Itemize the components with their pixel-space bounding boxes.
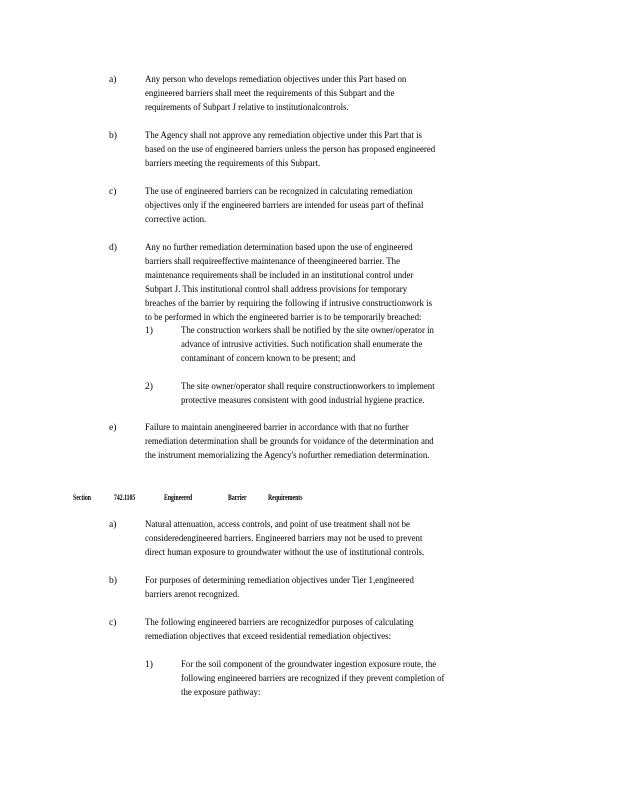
item2-a-line-1: Natural attenuation, access controls, and point of use treatment shall not be bbox=[145, 519, 410, 530]
item-e-label: e) bbox=[109, 422, 117, 433]
item2-b-line-1: For purposes of determining remediation objectives under Tier 1,engineered bbox=[145, 575, 414, 586]
item-b-label: b) bbox=[109, 130, 117, 141]
item2-c-line-1: The following engineered barriers are recognizedfor purposes of calculating bbox=[145, 617, 414, 628]
item-c-line-3: corrective action. bbox=[145, 214, 207, 225]
item2-b-label: b) bbox=[109, 575, 117, 586]
section-title-word-1: Engineered bbox=[164, 493, 193, 502]
item2-c-line-2: remediation objectives that exceed residential remediation objectives: bbox=[145, 631, 392, 642]
item-c-line-1: The use of engineered barriers can be recognized in calculating remediation bbox=[145, 186, 413, 197]
item2-c-label: c) bbox=[109, 617, 117, 628]
item-c-label: c) bbox=[109, 186, 117, 197]
section-label: Section bbox=[73, 493, 91, 502]
item-a-line-2: engineered barriers shall meet the requirements of this Subpart and the bbox=[145, 88, 395, 99]
section-title-word-3: Requirements bbox=[268, 493, 303, 502]
item-d1-line-1: The construction workers shall be notified by the site owner/operator in bbox=[181, 325, 434, 336]
item-b-line-3: barriers meeting the requirements of this Subpart. bbox=[145, 158, 321, 169]
item-a-label: a) bbox=[109, 74, 117, 85]
item-d-line-4: Subpart J. This institutional control shall address provisions for temporary bbox=[145, 284, 408, 295]
item2-c1-line-3: the exposure pathway: bbox=[181, 687, 261, 698]
item-e-line-3: the instrument memorializing the Agency's nofurther remediation determination. bbox=[145, 450, 430, 461]
item2-c1-line-2: following engineered barriers are recognized if they prevent completion of bbox=[181, 673, 445, 684]
item-d2-line-2: protective measures consistent with good industrial hygiene practice. bbox=[181, 395, 425, 406]
item2-c1-line-1: For the soil component of the groundwater ingestion exposure route, the bbox=[181, 659, 437, 670]
item2-c1-label: 1) bbox=[145, 659, 153, 670]
item-b-line-1: The Agency shall not approve any remediation objective under this Part that is bbox=[145, 130, 422, 141]
section-number: 742.1105 bbox=[114, 493, 136, 502]
item-d2-label: 2) bbox=[145, 381, 153, 392]
item-d-line-2: barriers shall requireeffective maintenance of theengineered barrier. The bbox=[145, 256, 401, 267]
item-c-line-2: objectives only if the engineered barriers are intended for useas part of thefinal bbox=[145, 200, 424, 211]
item-d-line-6: to be performed in which the engineered barrier is to be temporarily breached: bbox=[145, 312, 422, 323]
section-title-word-2: Barrier bbox=[228, 493, 247, 502]
item-a-line-3: requirements of Subpart J relative to institutionalcontrols. bbox=[145, 102, 349, 113]
item2-a-label: a) bbox=[109, 519, 117, 530]
item-e-line-2: remediation determination shall be grounds for voidance of the determination and bbox=[145, 436, 434, 447]
item-a-line-1: Any person who develops remediation objectives under this Part based on bbox=[145, 74, 407, 85]
item2-a-line-2: consideredengineered barriers. Engineered barriers may not be used to prevent bbox=[145, 533, 423, 544]
item-d1-label: 1) bbox=[145, 325, 153, 336]
item-b-line-2: based on the use of engineered barriers unless the person has proposed engineered bbox=[145, 144, 436, 155]
item-d-line-5: breaches of the barrier by requiring the following if intrusive constructionwork is bbox=[145, 298, 433, 309]
item-d2-line-1: The site owner/operator shall require constructionworkers to implement bbox=[181, 381, 435, 392]
item2-b-line-2: barriers arenot recognized. bbox=[145, 589, 240, 600]
item2-a-line-3: direct human exposure to groundwater without the use of institutional controls. bbox=[145, 547, 425, 558]
item-d-label: d) bbox=[109, 242, 117, 253]
item-d1-line-2: advance of intrusive activities. Such notification shall enumerate the bbox=[181, 339, 423, 350]
item-e-line-1: Failure to maintain anengineered barrier in accordance with that no further bbox=[145, 422, 409, 433]
item-d-line-1: Any no further remediation determination based upon the use of engineered bbox=[145, 242, 413, 253]
item-d-line-3: maintenance requirements shall be included in an institutional control under bbox=[145, 270, 414, 281]
item-d1-line-3: contaminant of concern known to be present; and bbox=[181, 353, 356, 364]
